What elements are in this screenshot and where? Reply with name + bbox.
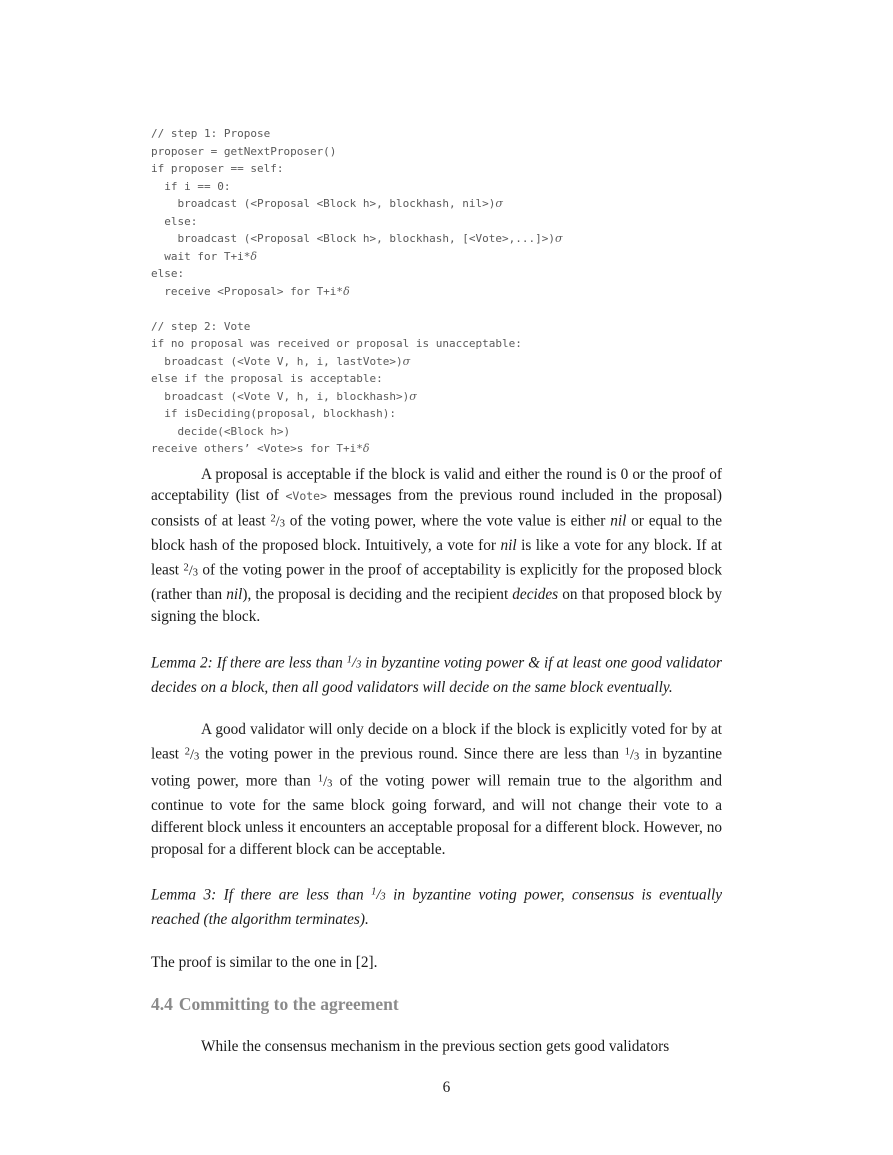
code-line-blank — [151, 300, 722, 318]
code-line: broadcast (<Vote V, h, i, lastVote>)σ — [151, 354, 411, 368]
code-line: else if the proposal is acceptable: — [151, 372, 383, 385]
fraction: $^1/_3$ — [346, 654, 362, 672]
section-title: Committing to the agreement — [178, 994, 399, 1015]
inline-code-vote: <Vote> — [285, 489, 328, 504]
fraction: $^2/_3$ — [270, 513, 285, 530]
section-number: 4.4 — [151, 994, 173, 1015]
code-line: if proposer == self: — [151, 162, 284, 175]
page-number: 6 — [442, 1079, 451, 1096]
code-line: proposer = getNextProposer() — [151, 144, 337, 158]
code-line: if isDeciding(proposal, blockhash): — [151, 407, 397, 420]
fraction: $^2/_3$ — [184, 746, 200, 763]
code-line: if i == 0: — [151, 179, 231, 193]
code-line: wait for T+i*δ — [151, 249, 257, 263]
lemma-2: Lemma 2: If there are less than $^1/_3$ in byzantine voting power & if at least one good validator decides on a block, then all good validators will decide on the same block eventually. — [151, 654, 722, 696]
paragraph-committing: While the consensus mechanism in the previous section gets good validators — [201, 1038, 670, 1056]
code-line: if no proposal was received or proposal is unacceptable: — [151, 337, 522, 350]
code-line: // step 1: Propose — [151, 127, 271, 140]
paragraph-proof: The proof is similar to the one in [2]. — [151, 954, 378, 972]
paragraph-good-validator: A good validator will only decide on a block if the block is explicitly voted for by at least $^2/_3$ the voting power in the previous round. Since there are less than $^1/_3$ in byzantine voting power, more than $^1/_3$ of the voting power will remain true to the algorithm and continue to vote for the same block going forward, and will not change their vote to a different block unless it encounters an acceptable proposal for a different block. However, no proposal for a different block can be acceptable. — [151, 721, 723, 858]
code-line: decide(<Block h>) — [151, 424, 291, 438]
lemma-3: Lemma 3: If there are less than $^1/_3$ in byzantine voting power, consensus is eventually reached (the algorithm terminates). — [151, 886, 722, 928]
section-heading — [151, 992, 722, 1016]
fraction: $^1/_3$ — [624, 746, 640, 763]
code-line: else: — [151, 267, 185, 280]
fraction: $^2/_3$ — [183, 561, 198, 579]
code-line: else: — [151, 214, 198, 228]
code-line: receive <Proposal> for T+i*δ — [151, 284, 350, 298]
code-line: broadcast (<Proposal <Block h>, blockhash, nil>)σ — [151, 197, 503, 210]
code-line: receive others’ <Vote>s for T+i*δ — [151, 442, 370, 455]
pseudocode-block — [151, 125, 722, 458]
code-line: broadcast (<Proposal <Block h>, blockhash, [<Vote>,...]>)σ — [151, 232, 563, 245]
fraction: $^1/_3$ — [317, 773, 333, 790]
code-line: // step 2: Vote — [151, 319, 251, 333]
fraction: $^1/_3$ — [371, 886, 386, 904]
paragraph-acceptable-proposal: A proposal is acceptable if the block is valid and either the round is 0 or the proof of acceptability (list of <Vote> messages from the previous round included in the proposal) consists of at least $^2/_3$ of the voting power, where the vote value is either nil or equal to the block hash of the proposed block. Intuitively, a vote for nil is like a vote for any block. If at least $^2/_3$ of the voting power in the proof of acceptability is explicitly for the proposed block (rather than nil), the proposal is deciding and the recipient decides on that proposed block by signing the block. — [151, 465, 723, 625]
code-line: broadcast (<Vote V, h, i, blockhash>)σ — [151, 389, 417, 403]
text-column — [151, 125, 722, 1058]
